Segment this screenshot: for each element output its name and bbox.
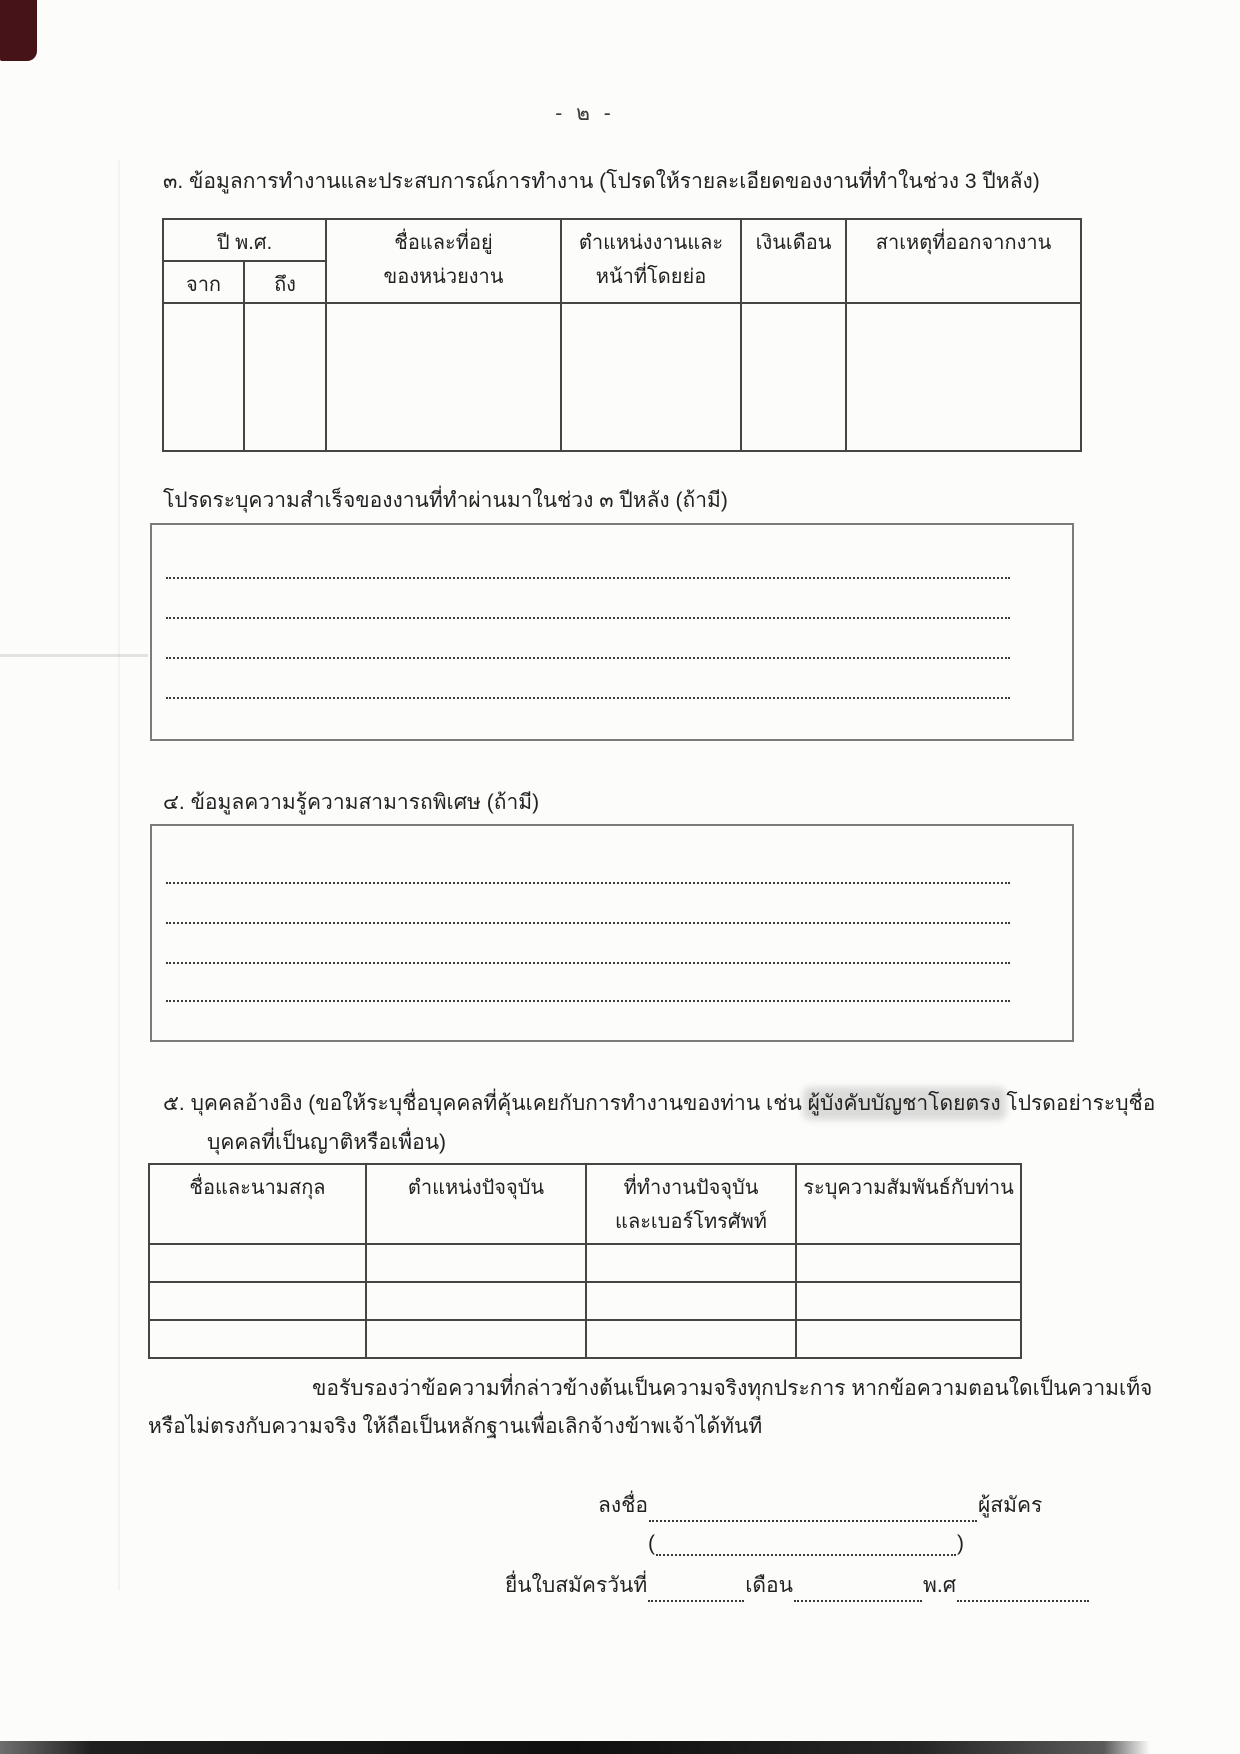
ref-table-empty-cell [366,1320,586,1358]
month-dotted-line [794,1576,922,1602]
sign-label: ลงชื่อ [598,1494,648,1517]
fill-line [166,882,1010,884]
ref-table-empty-cell [366,1282,586,1320]
signature-line [598,1489,1042,1522]
day-dotted-line [648,1576,744,1602]
name-dotted-line [656,1530,956,1556]
ref-table-header-position: ตำแหน่งปัจจุบัน [366,1164,586,1244]
certification-line1: ขอรับรองว่าข้อความที่กล่าวข้างต้นเป็นความจริงทุกประการ หากข้อความตอนใดเป็นความเท็จ [312,1377,1153,1400]
ref-table-empty-cell [149,1320,366,1358]
scan-crease-artifact [118,160,120,1590]
ref-table-header-workplace-line1: ที่ทำงานปัจจุบัน [623,1177,759,1199]
section4-heading: ๔. ข้อมูลความรู้ความสามารถพิเศษ (ถ้ามี) [163,791,540,814]
special-skills-answer-box [150,824,1074,1042]
work-table-empty-cell [561,303,741,451]
work-table-header-employer [326,219,561,303]
scan-fold-line-artifact [0,654,148,657]
work-table-header-to: ถึง [244,261,326,303]
submission-date-line [505,1569,1090,1602]
work-table-header-year: ปี พ.ศ. [163,219,326,261]
month-label: เดือน [745,1574,794,1597]
fill-line [166,1000,1010,1002]
achievement-answer-box [150,523,1074,741]
ref-table-header-workplace [586,1164,796,1244]
ref-table-empty-cell [366,1244,586,1282]
achievement-label: โปรดระบุความสำเร็จของงานที่ทำผ่านมาในช่วง ๓ ปีหลัง (ถ้ามี) [163,489,728,512]
work-table-header-position [561,219,741,303]
ref-table-empty-cell [149,1244,366,1282]
paren-open: ( [648,1532,655,1555]
ref-table-header-relationship: ระบุความสัมพันธ์กับท่าน [796,1164,1021,1244]
work-table-empty-cell [846,303,1081,451]
work-table-empty-cell [244,303,326,451]
ref-table-empty-cell [586,1320,796,1358]
ref-table-empty-cell [796,1244,1021,1282]
section5-heading-highlight: ผู้บังคับบัญชาโดยตรง [807,1092,1001,1115]
date-label: ยื่นใบสมัครวันที่ [505,1574,648,1597]
scan-corner-artifact [0,0,37,61]
work-experience-table [162,218,1082,452]
work-table-header-from: จาก [163,261,244,303]
section5-heading-line2: บุคคลที่เป็นญาติหรือเพื่อน) [207,1131,447,1154]
applicant-label: ผู้สมัคร [978,1494,1043,1517]
fill-line [166,697,1010,699]
scan-bottom-edge-artifact [0,1741,1150,1754]
work-table-empty-cell [741,303,846,451]
references-table [148,1163,1022,1359]
ref-table-header-name: ชื่อและนามสกุล [149,1164,366,1244]
work-table-empty-cell [326,303,561,451]
section3-heading: ๓. ข้อมูลการทำงานและประสบการณ์การทำงาน (โปรดให้รายละเอียดของงานที่ทำในช่วง 3 ปีหลัง) [163,170,1040,193]
ref-table-empty-cell [796,1282,1021,1320]
signature-name-line [648,1530,964,1556]
fill-line [166,922,1010,924]
work-table-header-position-line2: หน้าที่โดยย่อ [595,266,707,288]
ref-table-empty-cell [796,1320,1021,1358]
section5-heading-post: โปรดอย่าระบุชื่อ [1000,1092,1156,1115]
ref-table-header-workplace-line2: และเบอร์โทรศัพท์ [615,1211,767,1233]
work-table-header-salary: เงินเดือน [741,219,846,303]
page-number: - ๒ - [555,102,615,125]
ref-table-empty-cell [149,1282,366,1320]
year-label: พ.ศ [923,1574,957,1597]
paren-close: ) [957,1532,964,1555]
ref-table-empty-cell [586,1282,796,1320]
year-dotted-line [957,1576,1089,1602]
fill-line [166,617,1010,619]
work-table-header-reason: สาเหตุที่ออกจากงาน [846,219,1081,303]
certification-line2: หรือไม่ตรงกับความจริง ให้ถือเป็นหลักฐานเพื่อเลิกจ้างข้าพเจ้าได้ทันที [148,1415,763,1438]
section5-heading-line1 [163,1087,1155,1120]
fill-line [166,657,1010,659]
section5-heading-pre: ๕. บุคคลอ้างอิง (ขอให้ระบุชื่อบุคคลที่คุ้นเคยกับการทำงานของท่าน เช่น [163,1092,808,1115]
signature-dotted-line [649,1496,977,1522]
work-table-header-employer-line2: ของหน่วยงาน [383,266,504,288]
work-table-empty-cell [163,303,244,451]
work-table-header-position-line1: ตำแหน่งงานและ [578,232,724,254]
ref-table-empty-cell [586,1244,796,1282]
fill-line [166,577,1010,579]
fill-line [166,962,1010,964]
work-table-header-employer-line1: ชื่อและที่อยู่ [394,232,493,254]
